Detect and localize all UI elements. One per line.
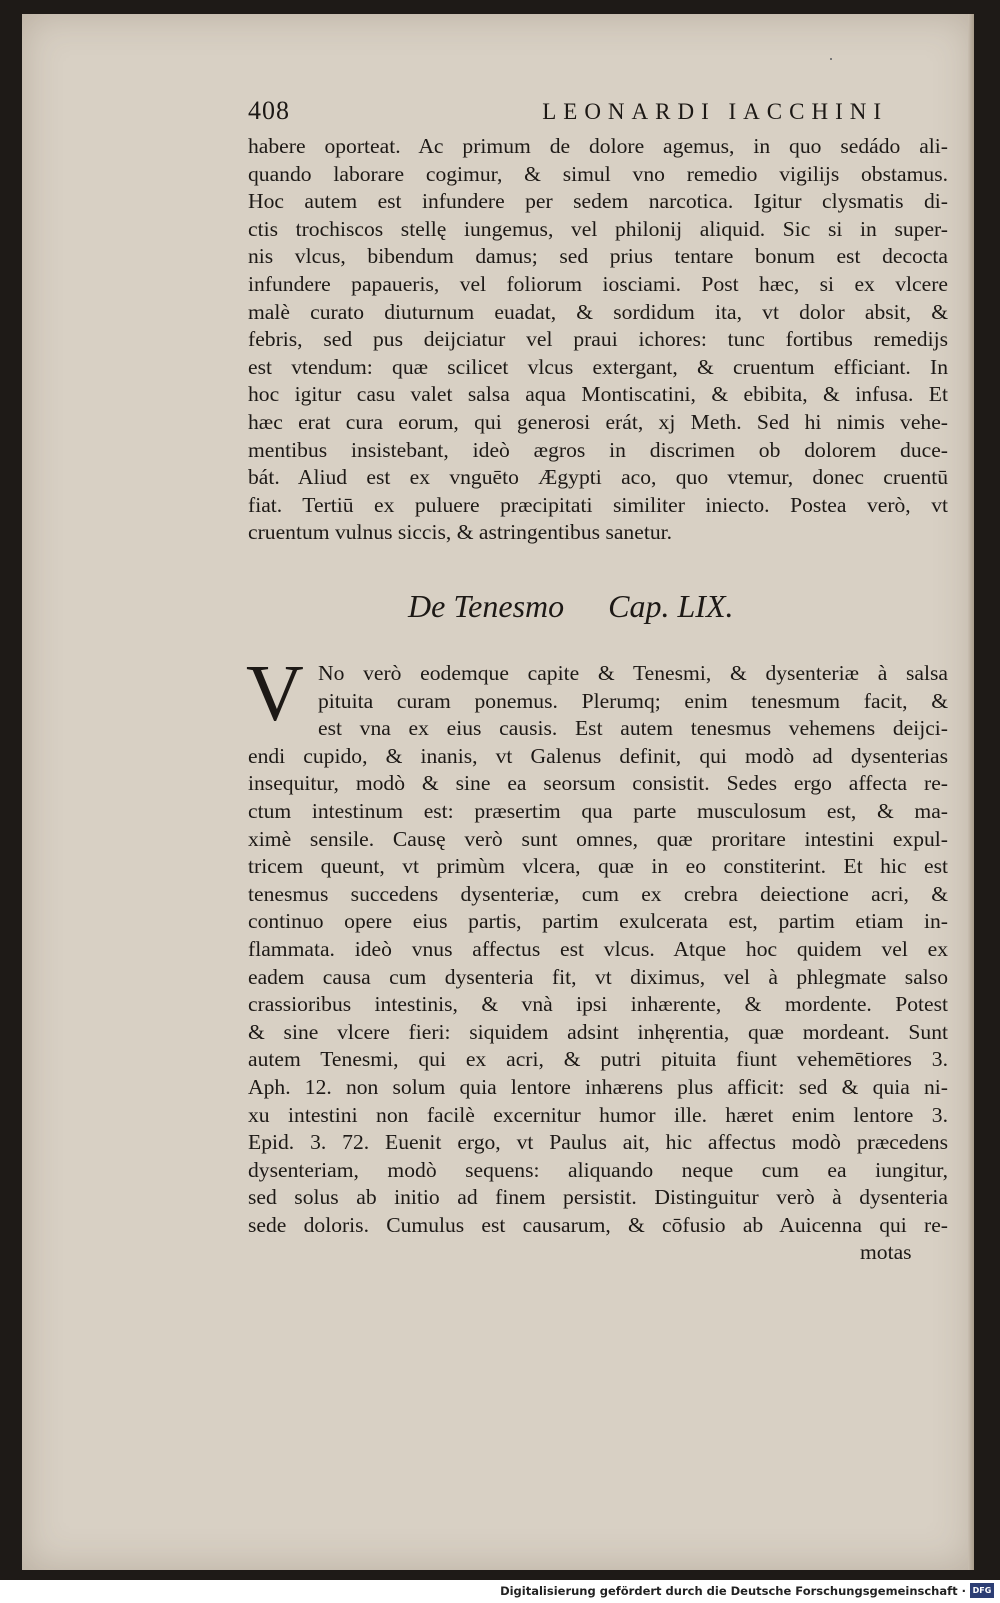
text-line: nis vlcus, bibendum damus; sed prius tentare bonum est decocta (248, 244, 948, 269)
text-line: est vna ex eius causis. Est autem tenesmus vehemens deijci- (318, 716, 948, 741)
text-line: & sine vlcere fieri: siquidem adsint inhęrentia, quæ mordeant. Sunt (248, 1019, 948, 1044)
text-line: febris, sed pus deijciatur vel praui ichores: tunc fortibus remedijs (248, 327, 948, 352)
text-line: flammata. ideò vnus affectus est vlcus. Atque hoc quidem vel ex (248, 936, 948, 961)
text-line: continuo opere eius partis, partim exulcerata est, partim etiam in- (248, 909, 948, 934)
text-line: ctis trochiscos stellę iungemus, vel philonij aliquid. Sic si in super- (248, 216, 948, 241)
text-line: ctum intestinum est: præsertim qua parte musculosum est, & ma- (248, 798, 948, 823)
text-line: habere oporteat. Ac primum de dolore agemus, in quo sedádo ali- (248, 134, 948, 158)
page-edge (968, 14, 974, 1570)
text-line: hoc igitur casu valet salsa aqua Montiscatini, & ebibita, & infusa. Et (248, 382, 948, 407)
text-line: sede doloris. Cumulus est causarum, & cōfusio ab Auicenna qui re- (248, 1212, 948, 1237)
paragraph-continuation (248, 133, 948, 547)
chapter-body (246, 650, 948, 1239)
text-line: sed solus ab initio ad finem persistit. Distinguitur verò à dysenteria (248, 1185, 948, 1210)
text-line: pituita curam ponemus. Plerumq; enim tenesmum facit, & (318, 688, 948, 713)
text-line: mentibus insistebant, ideò ægros in discrimen ob dolorem duce- (248, 437, 948, 462)
text-line: cruentum vulnus siccis, & astringentibus sanetur. (248, 520, 673, 545)
text-line: est vtendum: quæ scilicet vlcus extergant, & cruentum efficiant. In (248, 354, 948, 379)
text-line: quando laborare cogimur, & simul vno remedio vigilijs obstamus. (248, 161, 948, 186)
text-line: No verò eodemque capite & Tenesmi, & dysenteriæ à salsa (318, 661, 948, 685)
text-line: bát. Aliud est ex vnguēto Ægypti aco, quo vtemur, donec cruentū (248, 465, 948, 490)
funding-credit: Digitalisierung gefördert durch die Deutsche Forschungsgemeinschaft · (500, 1584, 966, 1598)
text-line: autem Tenesmi, qui ex acri, & putri pituita fiunt vehemētiores 3. (248, 1047, 948, 1072)
text-line: endi cupido, & inanis, vt Galenus definit, qui modò ad dysenterias (248, 743, 948, 768)
dfg-logo-icon: DFG (970, 1583, 994, 1598)
text-line: xu intestini non facilè excernitur humor ille. hæret enim lentore 3. (248, 1102, 948, 1127)
text-line: Hoc autem est infundere per sedem narcotica. Igitur clysmatis di- (248, 189, 948, 214)
text-line: infundere papaueris, vel foliorum iosciami. Post hæc, si ex vlcere (248, 271, 948, 296)
text-line: ximè sensile. Causę verò sunt omnes, quæ proritare intestini expul- (248, 826, 948, 851)
chapter-title: De Tenesmo (408, 588, 565, 624)
digitization-footer (0, 1580, 1000, 1603)
text-line: insequitur, modò & sine ea seorsum consistit. Sedes ergo affecta re- (248, 771, 948, 796)
text-line: Epid. 3. 72. Euenit ergo, vt Paulus ait, hic affectus modò præcedens (248, 1130, 948, 1155)
chapter-number: Cap. LIX. (608, 588, 734, 624)
text-line: Aph. 12. non solum quia lentore inhærens plus afficit: sed & quia ni- (248, 1074, 948, 1099)
ink-speck (830, 58, 832, 60)
text-line: tenesmus succedens dysenteriæ, cum ex crebra deiectione acri, & (248, 881, 948, 906)
text-line: crassioribus intestinis, & vnà ipsi inhærente, & mordente. Potest (248, 992, 948, 1017)
text-line: hæc erat cura eorum, qui generosi erát, xj Meth. Sed hi nimis vehe- (248, 409, 948, 434)
drop-capital: V (246, 650, 304, 738)
text-line: malè curato diuturnum euadat, & sordidum ita, vt dolor absit, & (248, 299, 948, 324)
text-line: tricem queunt, vt primùm vlcera, quæ in eo constiterint. Et hic est (248, 854, 948, 879)
running-head (248, 96, 888, 132)
running-title: LEONARDI IACCHINI (542, 99, 888, 124)
catchword: motas (860, 1240, 912, 1264)
text-line: eadem causa cum dysenteria fit, vt diximus, vel à phlegmate salso (248, 964, 948, 989)
chapter-heading (408, 588, 868, 636)
text-line: fiat. Tertiū ex puluere præcipitati similiter iniecto. Postea verò, vt (248, 492, 948, 517)
page-number: 408 (248, 96, 290, 125)
text-line: dysenteriam, modò sequens: aliquando neque cum ea iungitur, (248, 1157, 948, 1182)
